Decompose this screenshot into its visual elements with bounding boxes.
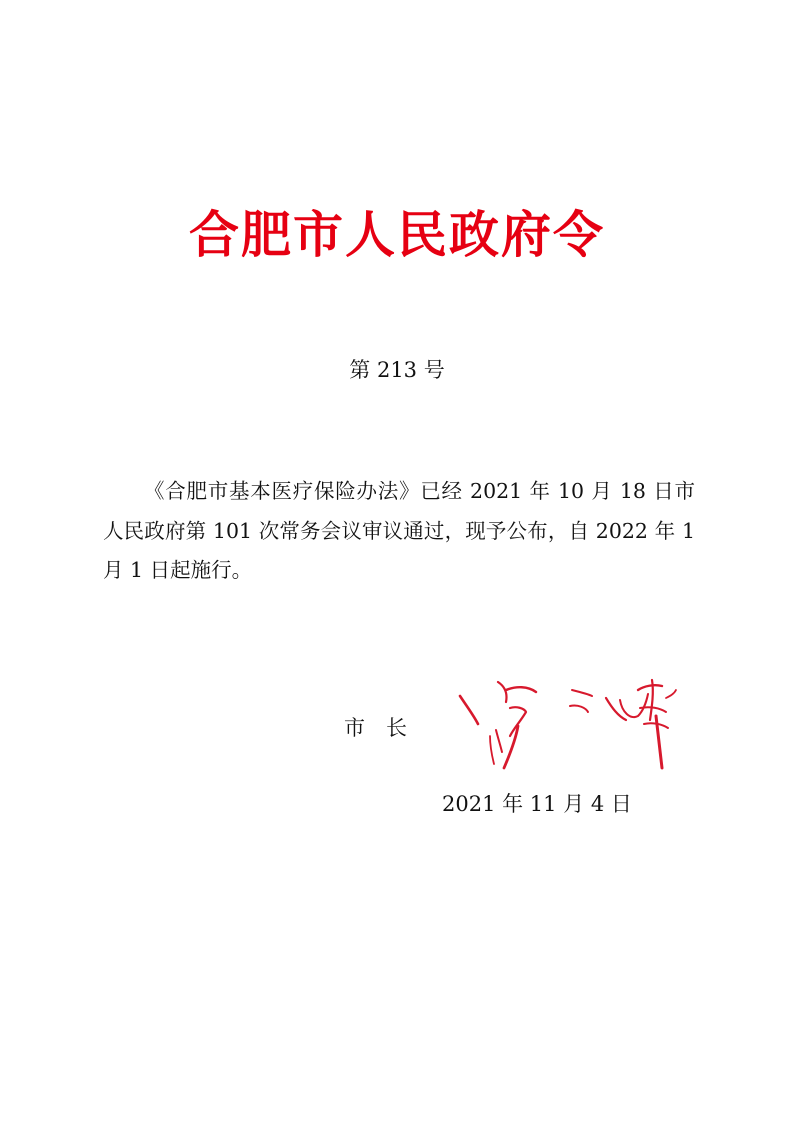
signature-strokes bbox=[460, 680, 676, 768]
signature-icon bbox=[440, 672, 680, 784]
document-title: 合肥市人民政府令 bbox=[189, 205, 605, 264]
body-paragraph-text: 《合肥市基本医疗保险办法》已经 2021 年 10 月 18 日市人民政府第 101 次常务会议审议通过，现予公布，自 2022 年 1 月 1 日起施行。 bbox=[103, 479, 695, 582]
body-paragraph bbox=[103, 472, 695, 591]
issue-date: 2021 年 11 月 4 日 bbox=[442, 792, 632, 816]
signer-title: 市 长 bbox=[344, 716, 407, 740]
order-number: 第 213 号 bbox=[349, 358, 445, 382]
